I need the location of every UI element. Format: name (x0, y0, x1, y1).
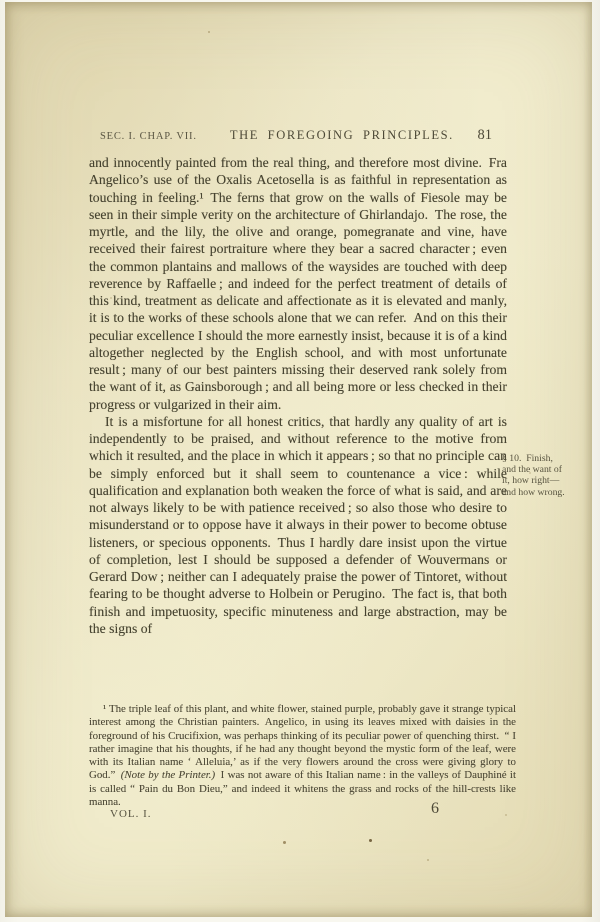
paragraph-2: It is a misfortune for all honest critics, that hardly any quality of art is independently to be praised, and without reference to the motive from which it resulted, and the place in which it appears ; so that no principle can be simply enforced but it shall seem to countenance a vice : while qualification and explanation both weaken the force of what is said, and are not always likely to be with patience received ; so also those who desire to misunderstand or to oppose have it always in their power to become obtuse listeners, or specious opponents. Thus I hardly dare insist upon the virtue of completion, lest I should be supposed a defender of Wouvermans or Gerard Dow ; neither can I adequately praise the power of Tintoret, without fearing to be thought adverse to Holbein or Perugino. The fact is, that both finish and impetuosity, specific minuteness and large abstraction, may be the signs of (89, 413, 507, 636)
body-text (89, 154, 507, 637)
footnote-text-part1: ¹ The triple leaf of this plant, and white flower, stained purple, probably gave it strange typical interest among the Christian painters. Angelico, in using its leaves mixed with daisies in the foreground of his Crucifixion, was perhaps thinking of its peculiar power of quenching thirst. “ I rather imagine that his thoughts, if he had any thought beyond the mystic form of the leaf, were with its Italian name ‘ Alleluia,’ as if the very flowers around the cross were giving glory to God.” (89, 703, 516, 782)
book-page (5, 2, 592, 917)
footnote-text-part2: I was not aware of this Italian name : in the valleys of Dauphiné it is called “ Pain du Bon Dieu,” and indeed it whitens the grass and rocks of the hill-crests like manna. (89, 769, 516, 809)
paper-speck (529, 472, 531, 474)
volume-label: VOL. I. (110, 808, 152, 820)
paper-speck (110, 297, 112, 299)
paper-speck (283, 841, 286, 844)
section-label: SEC. I. CHAP. VII. (100, 131, 197, 142)
signature-mark: 6 (431, 800, 439, 817)
paper-speck (505, 814, 507, 816)
paper-speck (369, 839, 372, 842)
printer-note: (Note by the Printer.) (120, 769, 216, 782)
footnote (89, 703, 516, 809)
page-header (100, 127, 492, 144)
sidenote: § 10. Finish, and the want of it, how right—and how wrong. (502, 453, 565, 498)
page-number: 81 (477, 127, 492, 143)
running-title: THE FOREGOING PRINCIPLES. (229, 128, 454, 142)
paper-speck (208, 31, 210, 33)
paper-speck (427, 859, 429, 861)
paragraph-1: and innocently painted from the real thing, and therefore most divine. Fra Angelico’s use of the Oxalis Acetosella is as faithful in representation as touching in feeling.¹ The ferns that grow on the walls of Fiesole may be seen in their simple verity on the architecture of Ghirlandajo. The rose, the myrtle, and the lily, the olive and orange, pomegranate and vine, have received their fairest portraiture where they bear a sacred character ; even the common plantains and mallows of the waysides are touched with deep reverence by Raffaelle ; and indeed for the perfect treatment of details of this kind, treatment as delicate and affectionate as it is elevated and manly, it is to the works of these schools alone that we can refer. And on this their peculiar excellence I should the more earnestly insist, because it is of a kind altogether neglected by the English school, and with most unfortunate result ; many of our best painters missing their deserved rank solely from the want of it, as Gainsborough ; and all being more or less checked in their progress or vulgarized in their aim. (89, 155, 507, 412)
